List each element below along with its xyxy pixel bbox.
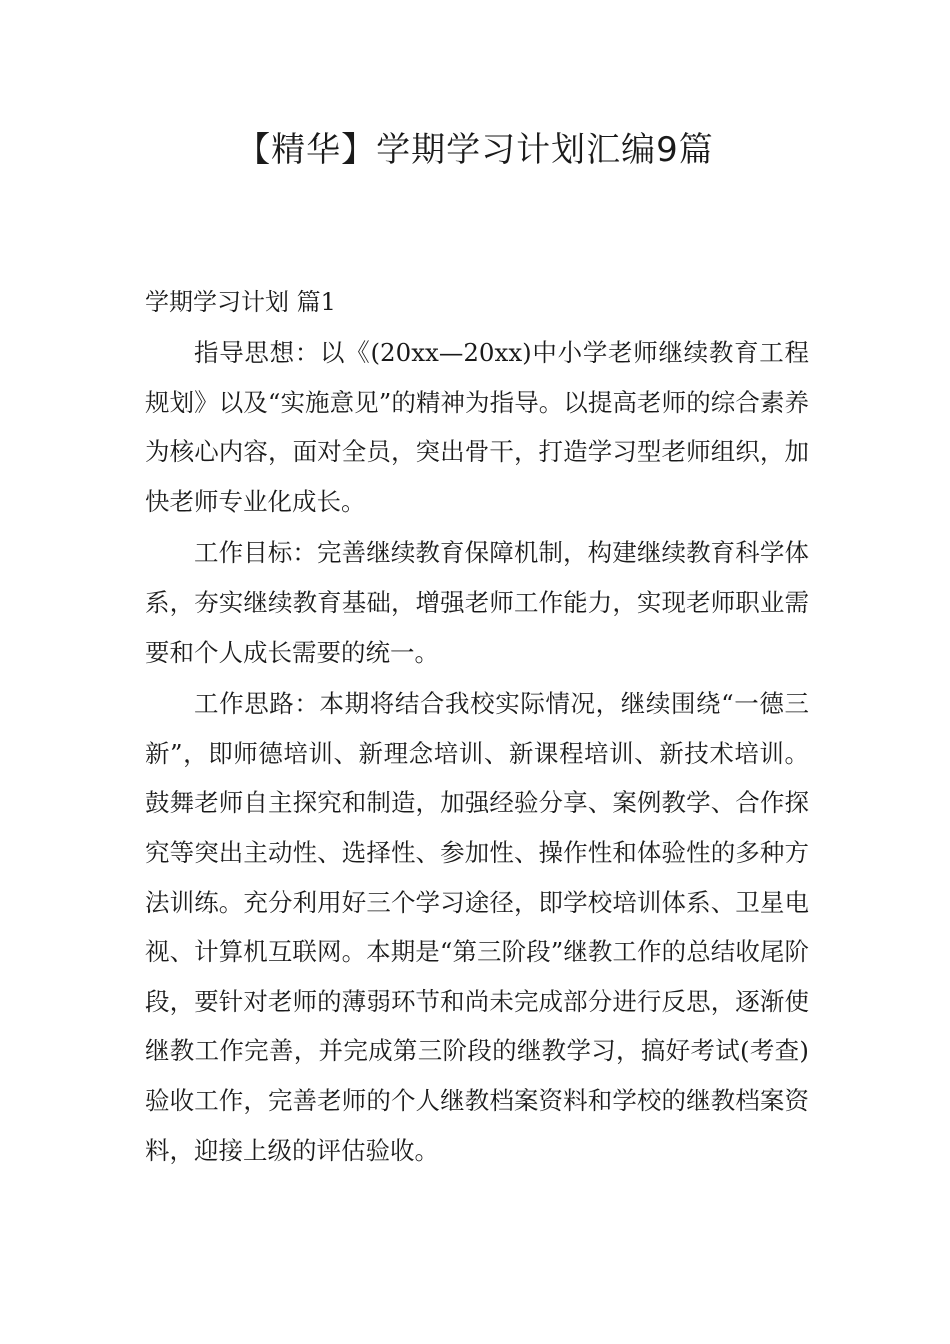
document-title: 【精华】学期学习计划汇编9篇 <box>236 130 714 170</box>
paragraph-work-goal: 工作目标：完善继续教育保障机制，构建继续教育科学体系，夯实继续教育基础，增强老师工作能力，实现老师职业需要和个人成长需要的统一。 <box>145 538 809 667</box>
paragraph-guiding-ideology: 指导思想：以《(20xx—20xx)中小学老师继续教育工程规划》以及“实施意见”的精神为指导。以提高老师的综合素养为核心内容，面对全员，突出骨干，打造学习型老师组织，加快老师专业化成长。 <box>145 338 809 516</box>
section-heading: 学期学习计划 篇1 <box>145 288 336 316</box>
document-body <box>145 278 809 1177</box>
paragraph-work-approach: 工作思路：本期将结合我校实际情况，继续围绕“一德三新”，即师德培训、新理念培训、新课程培训、新技术培训。鼓舞老师自主探究和制造，加强经验分享、案例教学、合作探究等突出主动性、选择性、参加性、操作性和体验性的多种方法训练。充分利用好三个学习途径，即学校培训体系、卫星电视、计算机互联网。本期是“第三阶段”继教工作的总结收尾阶段，要针对老师的薄弱环节和尚未完成部分进行反思，逐渐使继教工作完善，并完成第三阶段的继教学习，搞好考试(考查)验收工作，完善老师的个人继教档案资料和学校的继教档案资料，迎接上级的评估验收。 <box>145 689 809 1165</box>
